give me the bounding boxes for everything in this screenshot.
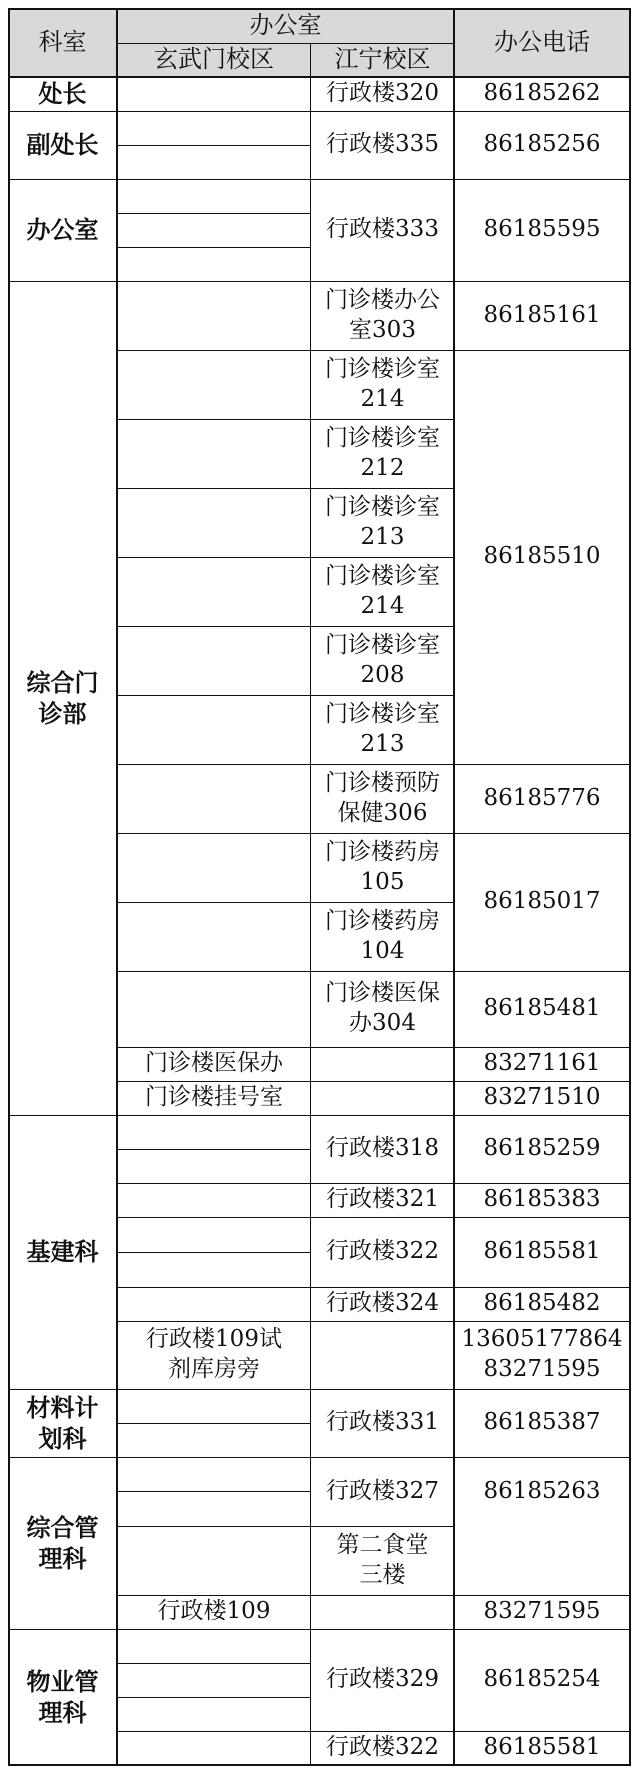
dept-cell: 副处长 [26, 130, 99, 160]
jiangning-cell: 行政楼333 [326, 216, 439, 243]
row-line [8, 1629, 630, 1630]
row-line [117, 419, 454, 420]
row-line [117, 1526, 454, 1527]
border-top [8, 8, 630, 10]
row-line [117, 350, 630, 351]
jiangning-cell: 行政楼322 [326, 1238, 439, 1265]
xuanwu-cell: 行政楼109 [157, 1598, 271, 1625]
jiangning-cell: 门诊楼医保办304 [325, 980, 440, 1036]
phone-cell: 13605177864 83271595 [461, 1326, 623, 1382]
col-line [116, 8, 118, 1766]
row-line [117, 1183, 630, 1184]
jiangning-cell: 行政楼324 [326, 1290, 439, 1317]
dept-cell: 综合管理科 [26, 1512, 99, 1573]
phone-cell: 83271161 [483, 1050, 601, 1077]
row-line [117, 43, 454, 44]
jiangning-cell: 门诊楼办公室303 [325, 286, 440, 343]
jiangning-cell: 行政楼321 [326, 1186, 439, 1213]
phone-cell: 86185581 [483, 1238, 601, 1265]
dept-cell: 办公室 [26, 215, 99, 245]
row-line [117, 488, 454, 489]
phone-cell: 86185263 [483, 1477, 601, 1504]
phone-cell: 86185383 [483, 1186, 601, 1213]
jiangning-cell: 第二食堂三楼 [336, 1531, 429, 1588]
row-line [117, 1287, 630, 1288]
dept-cell: 处长 [38, 79, 87, 109]
row-line [117, 213, 311, 214]
phone-cell: 86185510 [483, 543, 601, 570]
phone-cell: 83271510 [483, 1084, 601, 1111]
row-line [117, 1697, 311, 1698]
row-line [8, 1457, 630, 1458]
jiangning-cell: 行政楼335 [326, 131, 439, 158]
jiangning-cell: 门诊楼药房105 [325, 838, 440, 895]
row-line [117, 1252, 311, 1253]
xuanwu-cell: 门诊楼医保办 [145, 1050, 283, 1077]
row-line [117, 833, 630, 834]
jiangning-cell: 门诊楼诊室214 [325, 562, 440, 619]
dept-cell: 材料计划科 [26, 1392, 99, 1453]
row-line [117, 626, 454, 627]
row-line [8, 1389, 630, 1390]
phone-cell: 86185256 [483, 131, 601, 158]
row-line [117, 1149, 311, 1150]
phone-cell: 86185595 [483, 216, 601, 243]
row-line [117, 1731, 630, 1732]
phone-cell: 86185259 [483, 1135, 601, 1162]
phone-cell: 86185482 [483, 1290, 601, 1317]
xuanwu-cell: 门诊楼挂号室 [145, 1084, 283, 1111]
dept-cell: 基建科 [26, 1237, 99, 1267]
jiangning-cell: 门诊楼诊室213 [325, 700, 440, 757]
row-line [117, 1047, 630, 1048]
dept-cell: 物业管理科 [26, 1666, 99, 1727]
header-xuanwu: 玄武门校区 [117, 43, 311, 77]
row-line [117, 764, 630, 765]
border-bottom [8, 1764, 630, 1766]
phone-cell: 86185017 [483, 888, 601, 915]
header-jiangning: 江宁校区 [311, 43, 454, 77]
row-line [117, 1081, 630, 1082]
phone-cell: 86185387 [483, 1409, 601, 1436]
jiangning-cell: 门诊楼诊室208 [325, 631, 440, 688]
phone-cell: 83271595 [483, 1598, 601, 1625]
phone-cell: 86185776 [483, 784, 601, 811]
jiangning-cell: 行政楼329 [326, 1666, 439, 1693]
jiangning-cell: 行政楼320 [326, 80, 439, 107]
row-line [117, 1595, 630, 1596]
phone-cell: 86185262 [483, 80, 601, 107]
header-bottom-line [8, 76, 630, 78]
row-line [117, 695, 454, 696]
header-office: 办公室 [117, 8, 454, 43]
row-line [117, 557, 454, 558]
row-line [117, 1217, 630, 1218]
row-line [117, 1321, 630, 1322]
row-line [8, 179, 630, 180]
row-line [117, 145, 311, 146]
row-line [117, 1663, 311, 1664]
phone-cell: 86185481 [483, 995, 601, 1022]
jiangning-cell: 行政楼331 [326, 1409, 439, 1436]
jiangning-cell: 门诊楼诊室214 [325, 355, 440, 412]
border-right [629, 8, 631, 1766]
row-line [117, 1491, 311, 1492]
row-line [117, 247, 311, 248]
jiangning-cell: 行政楼322 [326, 1734, 439, 1761]
xuanwu-cell: 行政楼109试剂库房旁 [146, 1326, 282, 1382]
border-left [8, 8, 10, 1766]
row-line [117, 1423, 311, 1424]
jiangning-cell: 门诊楼药房104 [325, 907, 440, 964]
col-line [310, 43, 311, 1765]
header-dept: 科室 [8, 8, 117, 77]
jiangning-cell: 门诊楼诊室213 [325, 493, 440, 550]
row-line [8, 111, 630, 112]
row-line [117, 902, 454, 903]
row-line [8, 281, 630, 282]
jiangning-cell: 门诊楼诊室212 [325, 424, 440, 481]
jiangning-cell: 门诊楼预防保健306 [325, 769, 440, 826]
phone-cell: 86185161 [483, 301, 601, 328]
jiangning-cell: 行政楼318 [326, 1135, 439, 1162]
row-line [8, 1115, 630, 1116]
phone-cell [454, 1526, 630, 1595]
col-line [453, 8, 455, 1766]
header-phone: 办公电话 [454, 8, 630, 77]
dept-cell: 综合门诊部 [26, 667, 99, 728]
row-line [117, 971, 630, 972]
jiangning-cell: 行政楼327 [326, 1477, 439, 1504]
phone-cell: 86185581 [483, 1734, 601, 1761]
phone-cell: 86185254 [483, 1666, 601, 1693]
